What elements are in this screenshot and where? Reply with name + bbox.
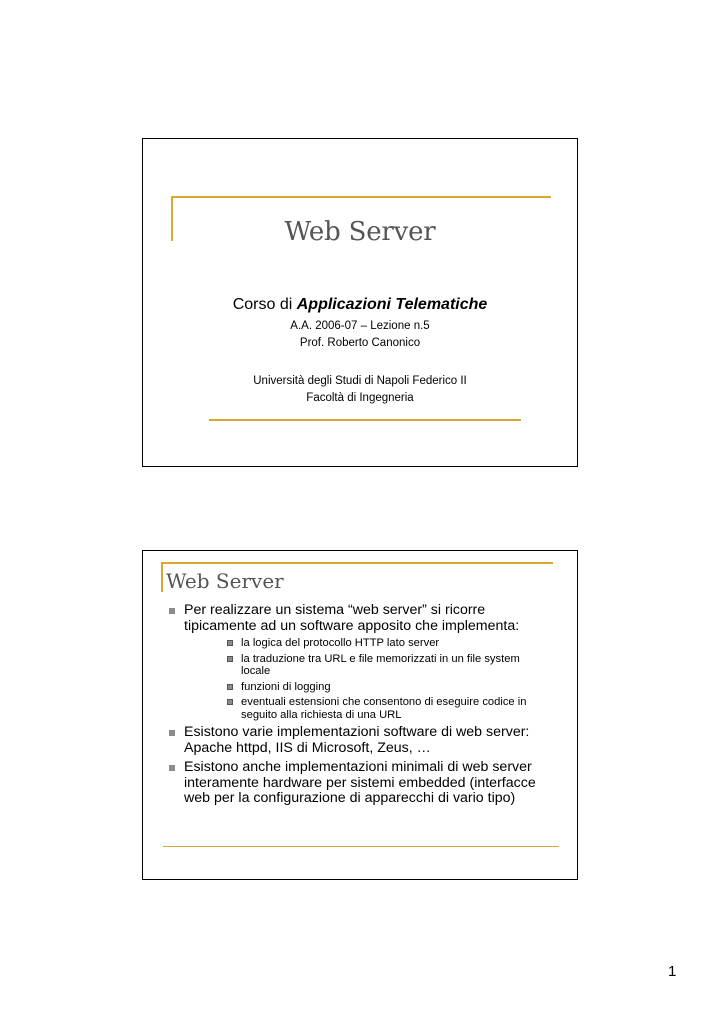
course-line xyxy=(143,296,577,314)
gold-rule-top xyxy=(171,196,551,198)
gold-rule-bottom xyxy=(163,846,559,847)
faculty: Facoltà di Ingegneria xyxy=(306,392,414,404)
bullet-item xyxy=(143,603,579,721)
gold-rule-bottom xyxy=(209,419,521,421)
bullet-list xyxy=(143,603,579,811)
bullet-text: Esistono anche implementazioni minimali di web server interamente hardware per sistemi embedded (interfacce web per la configurazione di apparecchi di vario tipo) xyxy=(184,759,536,806)
sub-bullet-item xyxy=(184,681,559,694)
hollow-square-bullet-icon xyxy=(227,656,233,662)
hollow-square-bullet-icon xyxy=(227,684,233,690)
course-prefix: Corso di xyxy=(232,296,297,313)
bullet-item xyxy=(143,760,579,807)
slide-2 xyxy=(142,550,578,880)
hollow-square-bullet-icon xyxy=(227,640,233,646)
slide-title: Web Server xyxy=(284,217,436,247)
slide-title: Web Server xyxy=(166,569,284,593)
bullet-text: Esistono varie implementazioni software di web server: Apache httpd, IIS di Microsoft, Zeus, … xyxy=(184,724,530,756)
sub-bullet-text: la traduzione tra URL e file memorizzati in un file system locale xyxy=(241,652,520,677)
course-name: Applicazioni Telematiche xyxy=(296,296,488,313)
sub-bullet-text: la logica del protocollo HTTP lato server xyxy=(241,637,440,649)
square-bullet-icon xyxy=(169,730,175,736)
sub-bullet-text: funzioni di logging xyxy=(241,680,331,693)
gold-rule-top xyxy=(161,562,553,564)
gold-rule-left xyxy=(161,562,163,592)
university: Università degli Studi di Napoli Federico II xyxy=(253,375,467,387)
page-number: 1 xyxy=(668,963,677,980)
bullet-text: Per realizzare un sistema “web server” si ricorre tipicamente ad un software apposito che implementa: xyxy=(184,602,520,634)
square-bullet-icon xyxy=(169,765,175,771)
professor: Prof. Roberto Canonico xyxy=(299,337,421,349)
sub-bullet-text: eventuali estensioni che consentono di eseguire codice in seguito alla richiesta di una URL xyxy=(241,696,527,721)
sub-bullet-item xyxy=(184,637,559,650)
bullet-item xyxy=(143,725,579,756)
slide-1 xyxy=(142,138,578,467)
square-bullet-icon xyxy=(169,608,175,614)
sub-bullet-item xyxy=(184,653,559,678)
hollow-square-bullet-icon xyxy=(227,699,233,705)
year-lesson: A.A. 2006-07 – Lezione n.5 xyxy=(290,320,430,332)
sub-bullet-item xyxy=(184,696,559,721)
